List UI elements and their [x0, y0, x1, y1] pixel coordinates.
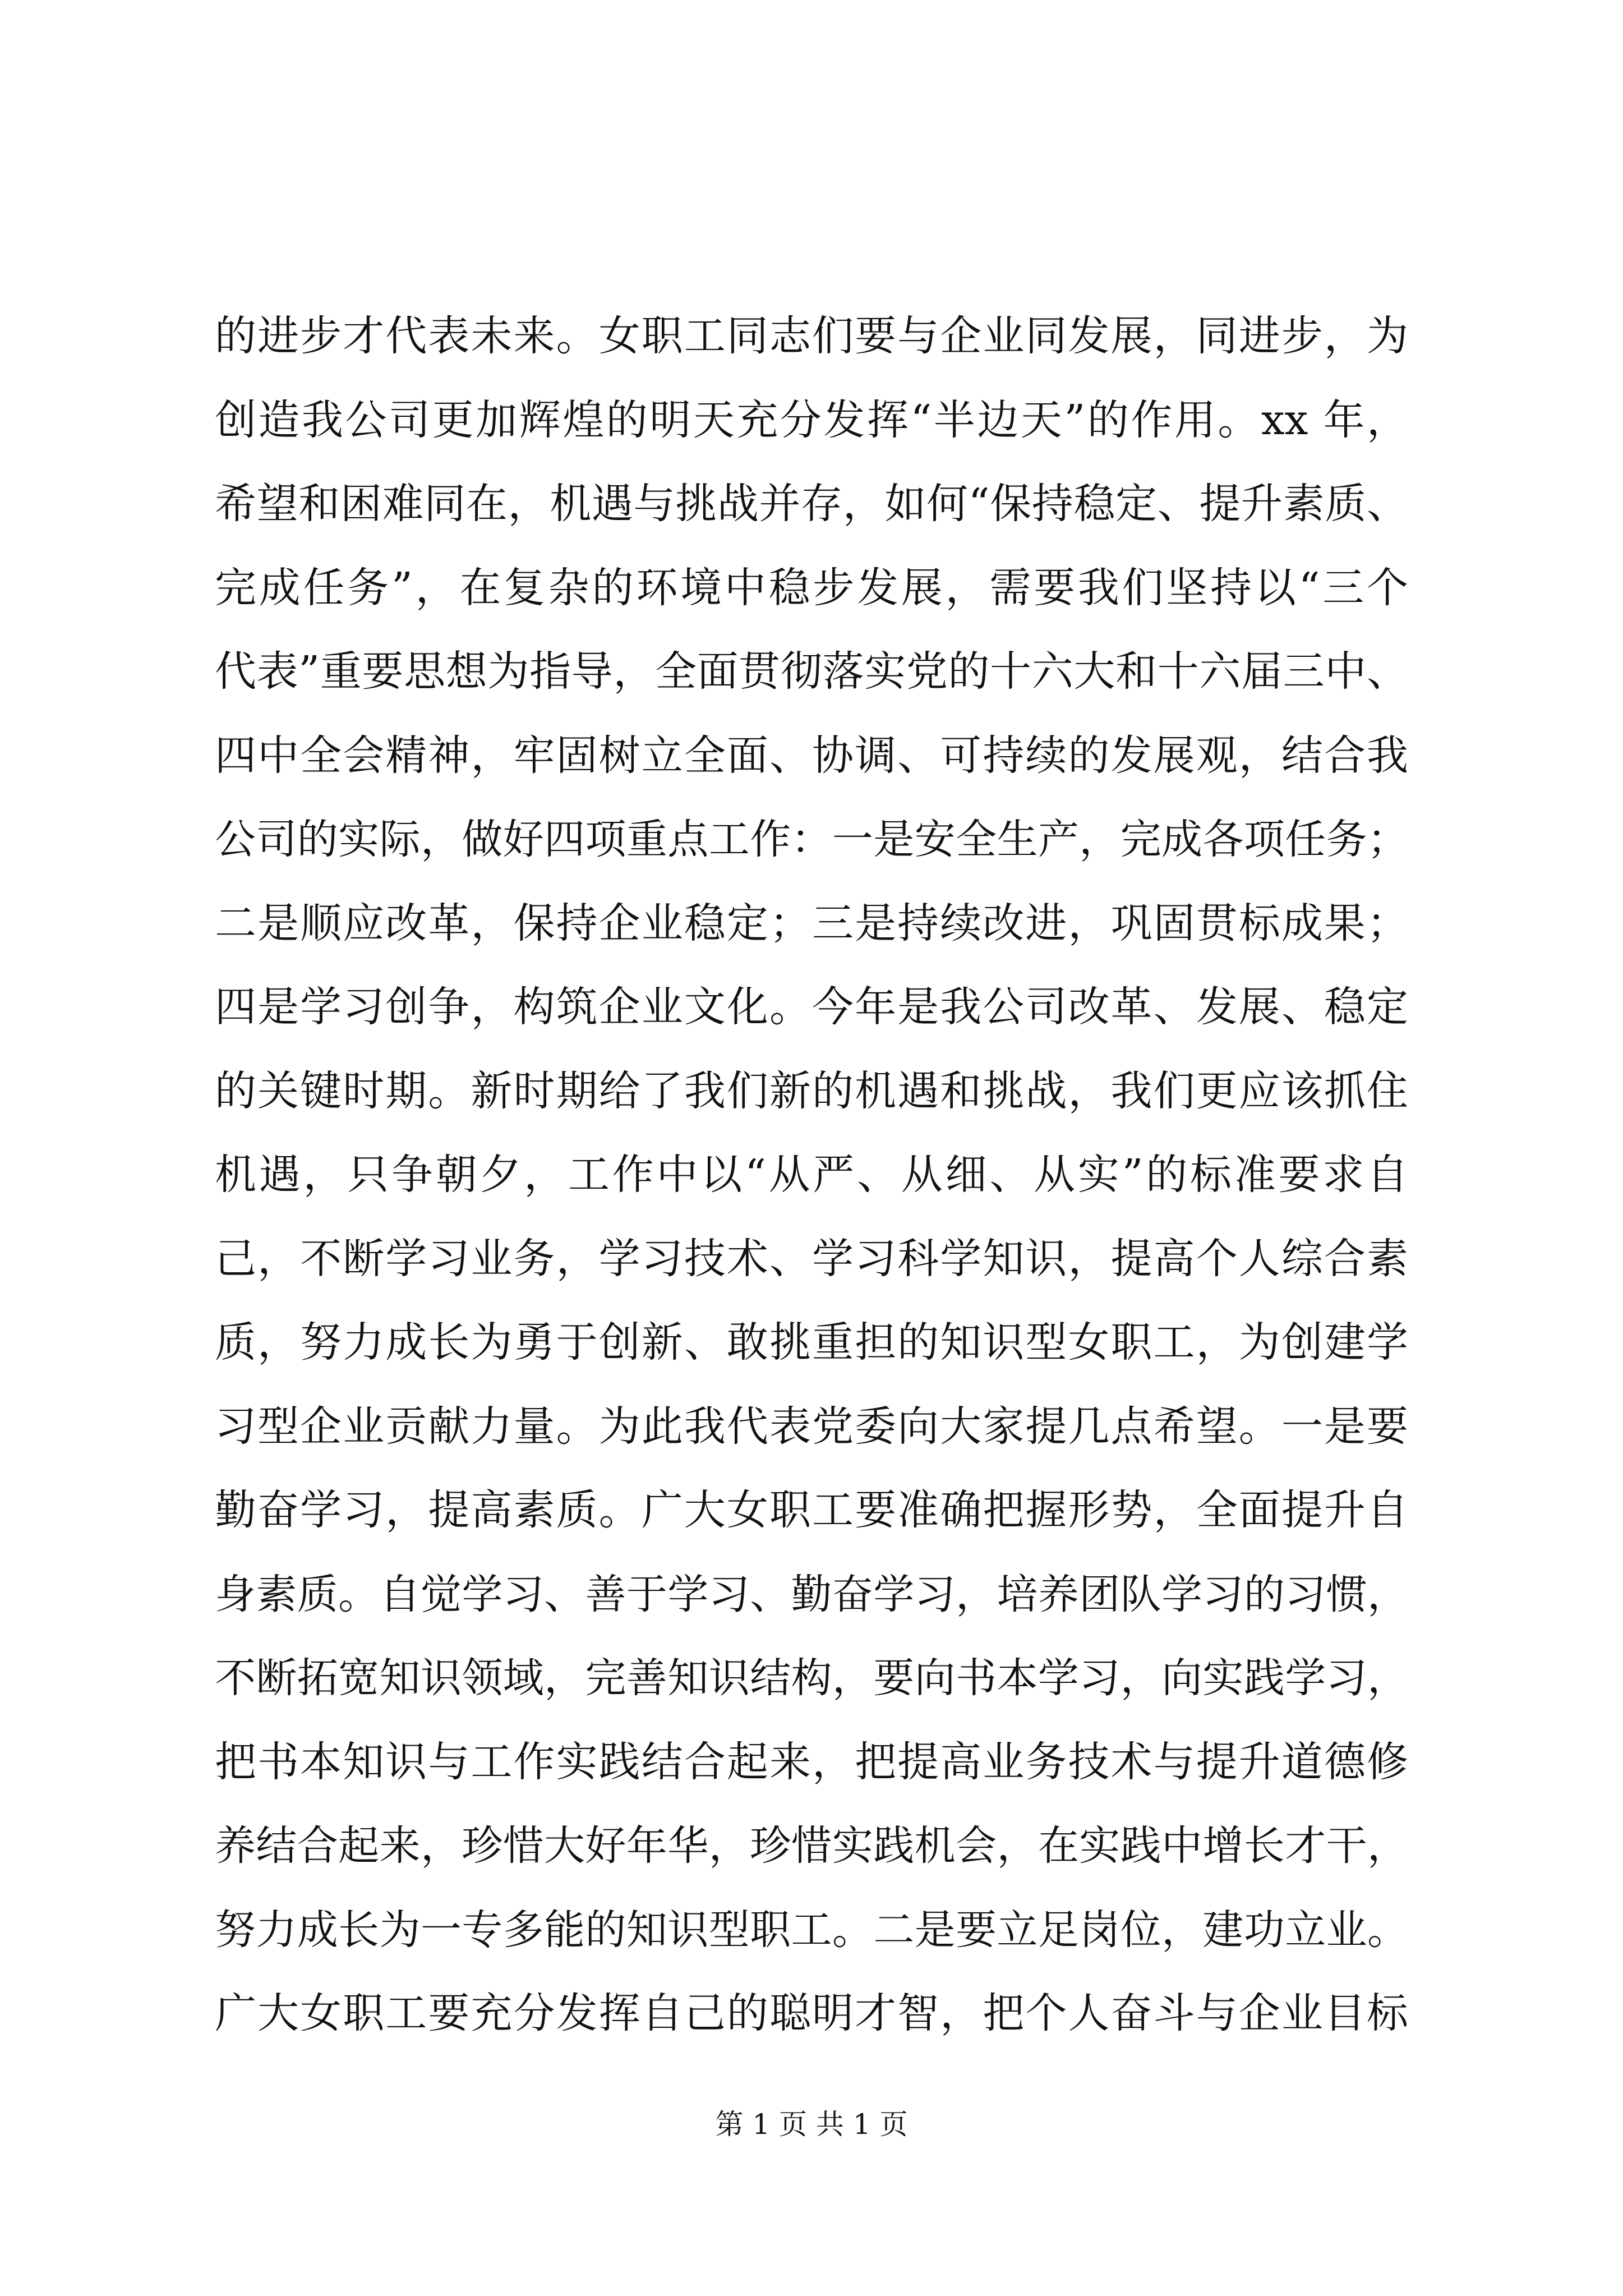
body-text — [215, 295, 1408, 2056]
text-line: 广大女职工要充分发挥自己的聪明才智，把个人奋斗与企业目标 — [215, 1989, 1408, 2037]
text-line: 二是顺应改革，保持企业稳定；三是持续改进，巩固贯标成果； — [215, 899, 1408, 947]
text-line: 的关键时期。新时期给了我们新的机遇和挑战，我们更应该抓住 — [215, 1066, 1408, 1115]
text-line: 不断拓宽知识领域，完善知识结构，要向书本学习，向实践学习， — [215, 1654, 1408, 1702]
text-line: 创造我公司更加辉煌的明天充分发挥“半边天”的作用。xx 年， — [215, 395, 1408, 444]
text-line: 四是学习创争，构筑企业文化。今年是我公司改革、发展、稳定 — [215, 983, 1408, 1031]
text-line: 习型企业贡献力量。为此我代表党委向大家提几点希望。一是要 — [215, 1402, 1408, 1451]
text-line: 公司的实际，做好四项重点工作：一是安全生产，完成各项任务； — [215, 816, 1408, 863]
text-line: 养结合起来，珍惜大好年华，珍惜实践机会，在实践中增长才干， — [215, 1822, 1408, 1870]
text-line: 己，不断学习业务，学习技术、学习科学知识，提高个人综合素 — [215, 1234, 1408, 1283]
text-line: 机遇，只争朝夕，工作中以“从严、从细、从实”的标准要求自 — [215, 1151, 1408, 1199]
text-line: 质，努力成长为勇于创新、敢挑重担的知识型女职工，为创建学 — [215, 1318, 1408, 1366]
page-number-footer: 第 1 页 共 1 页 — [715, 2108, 908, 2141]
text-line: 完成任务”，在复杂的环境中稳步发展，需要我们坚持以“三个 — [215, 563, 1408, 612]
text-line: 身素质。自觉学习、善于学习、勤奋学习，培养团队学习的习惯， — [215, 1570, 1408, 1618]
text-line: 代表”重要思想为指导，全面贯彻落实党的十六大和十六届三中、 — [215, 647, 1408, 696]
text-line: 的进步才代表未来。女职工同志们要与企业同发展，同进步，为 — [215, 312, 1408, 360]
text-line: 四中全会精神，牢固树立全面、协调、可持续的发展观，结合我 — [215, 731, 1408, 780]
text-line: 努力成长为一专多能的知识型职工。二是要立足岗位，建功立业。 — [215, 1906, 1408, 1954]
text-line: 希望和困难同在，机遇与挑战并存，如何“保持稳定、提升素质、 — [215, 480, 1408, 528]
text-line: 把书本知识与工作实践结合起来，把提高业务技术与提升道德修 — [215, 1737, 1408, 1786]
text-line: 勤奋学习，提高素质。广大女职工要准确把握形势，全面提升自 — [215, 1486, 1408, 1534]
